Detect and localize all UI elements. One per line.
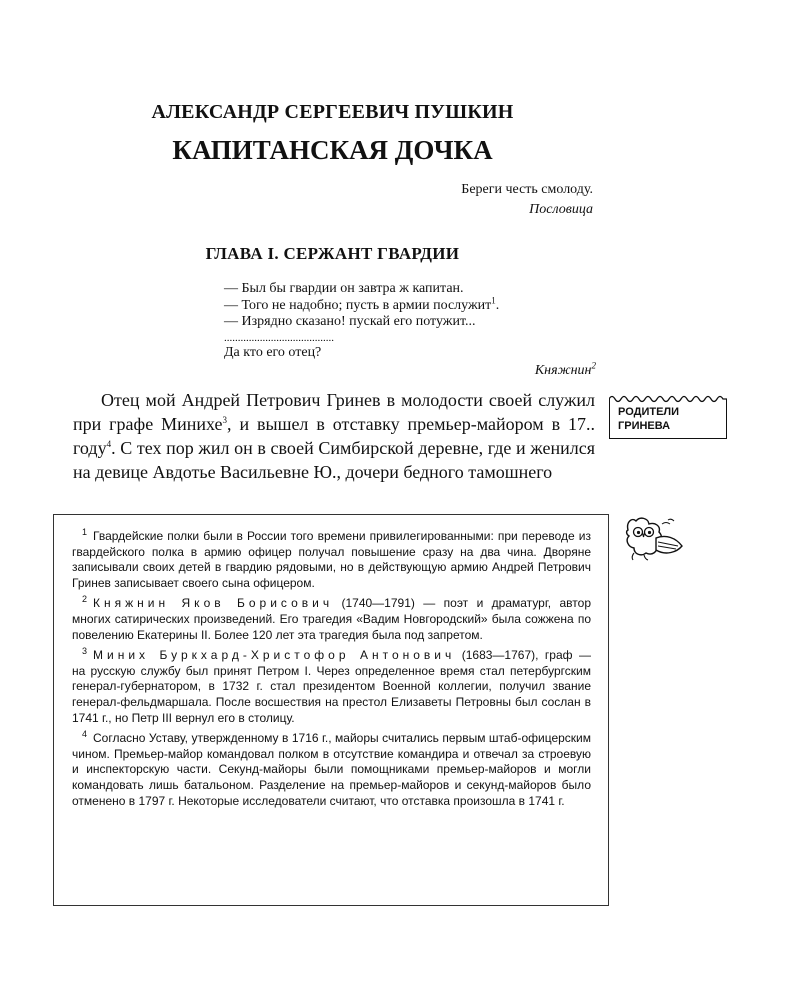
footnote-name: Княжнин Яков Борисович [93,596,334,611]
epigraph-2-line-text: — Того не надобно; пусть в армии послужит [224,297,492,313]
main-text [73,388,595,484]
footnote-number: 3 [82,646,88,657]
epigraph-1-source: Пословица [529,202,593,217]
footnote-text: (1740—1791) — поэт и драматург, автор многих сатирических произведений. Его трагедия «Вадим Новгородский» была сожжена по повелению Екатерины II. Более 120 лет эта трагедия была под запретом. [72,596,591,642]
footnote-number: 1 [82,527,88,537]
footnote-4 [72,731,591,809]
sidebar-note-line: ГРИНЕВА [618,420,671,432]
paragraph-text: Отец мой Андрей Петрович Гринев в молодости своей служил при графе Минихе [73,390,595,434]
footnote-3 [72,648,591,726]
epigraph-2-line: — Изрядно сказано! пускай его потужит... [224,314,476,329]
epigraph-2-source-name: Княжнин [534,363,592,378]
paragraph-text: , и вышел в отставку премьер-майором в 17.. году [73,414,595,458]
chapter-title: ГЛАВА I. СЕРЖАНТ ГВАРДИИ [205,244,460,263]
footnote-number: 4 [82,729,88,740]
paragraph [73,388,595,484]
book-title: КАПИТАНСКАЯ ДОЧКА [172,135,493,165]
footnote-number: 2 [82,594,88,605]
footnote-text: Согласно Уставу, утвержденному в 1716 г., майоры считались первым штаб-офицерским чином. Премьер-майор командовал полком в отсутствие командира и отвечал за строевую и инспекторскую части. Секунд-майоры были помощниками премьер-майоров и могли командовать лишь батальоном. Разделение на премьер-майоров и секунд-майоров было отменено в 1797 г. Некоторые исследователи считают, что отставка произошла в 1741 г. [72,731,591,808]
epigraph-1-text: Береги честь смолоду. [461,182,593,197]
footnote-2 [72,596,591,643]
footnote-1 [72,529,591,591]
footnote-text: (1683—1767), граф — на русскую службу был принят Петром I. Через определенное время стал петербургским генерал-губернатором, в 1732 г. стал президентом Военной коллегии, получил звание генерал-фельдмаршала. После восшествия на престол Елизаветы Петровны был сослан в 1741 г., но Петр III вернул его в столицу. [72,648,591,725]
epigraph-1 [461,180,593,220]
epigraph-2-source [224,360,596,380]
epigraph-2 [224,281,596,380]
epigraph-2-line: — Был бы гвардии он завтра ж капитан. [224,281,464,296]
sidebar-note-line: РОДИТЕЛИ [618,406,680,418]
footnote-text: Гвардейские полки были в России того времени привилегированными: при переводе из гвардейского полка в армию офицер получал повышение сразу на два чина. Дворяне записывали своих детей в гвардию рядовыми, но в действующую армию Андрей Петрович Гринев записывает своего сына офицером. [72,529,591,590]
author-name: АЛЕКСАНДР СЕРГЕЕВИЧ ПУШКИН [151,101,514,123]
epigraph-2-dots: ........................................ [224,331,334,344]
footnote-ref[interactable]: 4 [106,439,112,449]
footnote-ref[interactable]: 1 [491,294,496,305]
owl-reading-icon [622,512,688,562]
footnote-ref[interactable]: 2 [591,360,596,371]
epigraph-2-line: Да кто его отец? [224,344,322,360]
paragraph-text: . С тех пор жил он в своей Симбирской деревне, где и женился на девице Авдотье Васильевне Ю., дочери бедного тамошнего [73,438,595,482]
sidebar-note [609,399,727,439]
footnote-ref[interactable]: 3 [222,415,228,425]
footnote-name: Миних Буркхард-Христофор Антонович [93,648,456,663]
epigraph-2-line: — Того не надобно; пусть в армии послужит$^1$. [224,294,500,313]
footnotes-box [53,514,609,906]
